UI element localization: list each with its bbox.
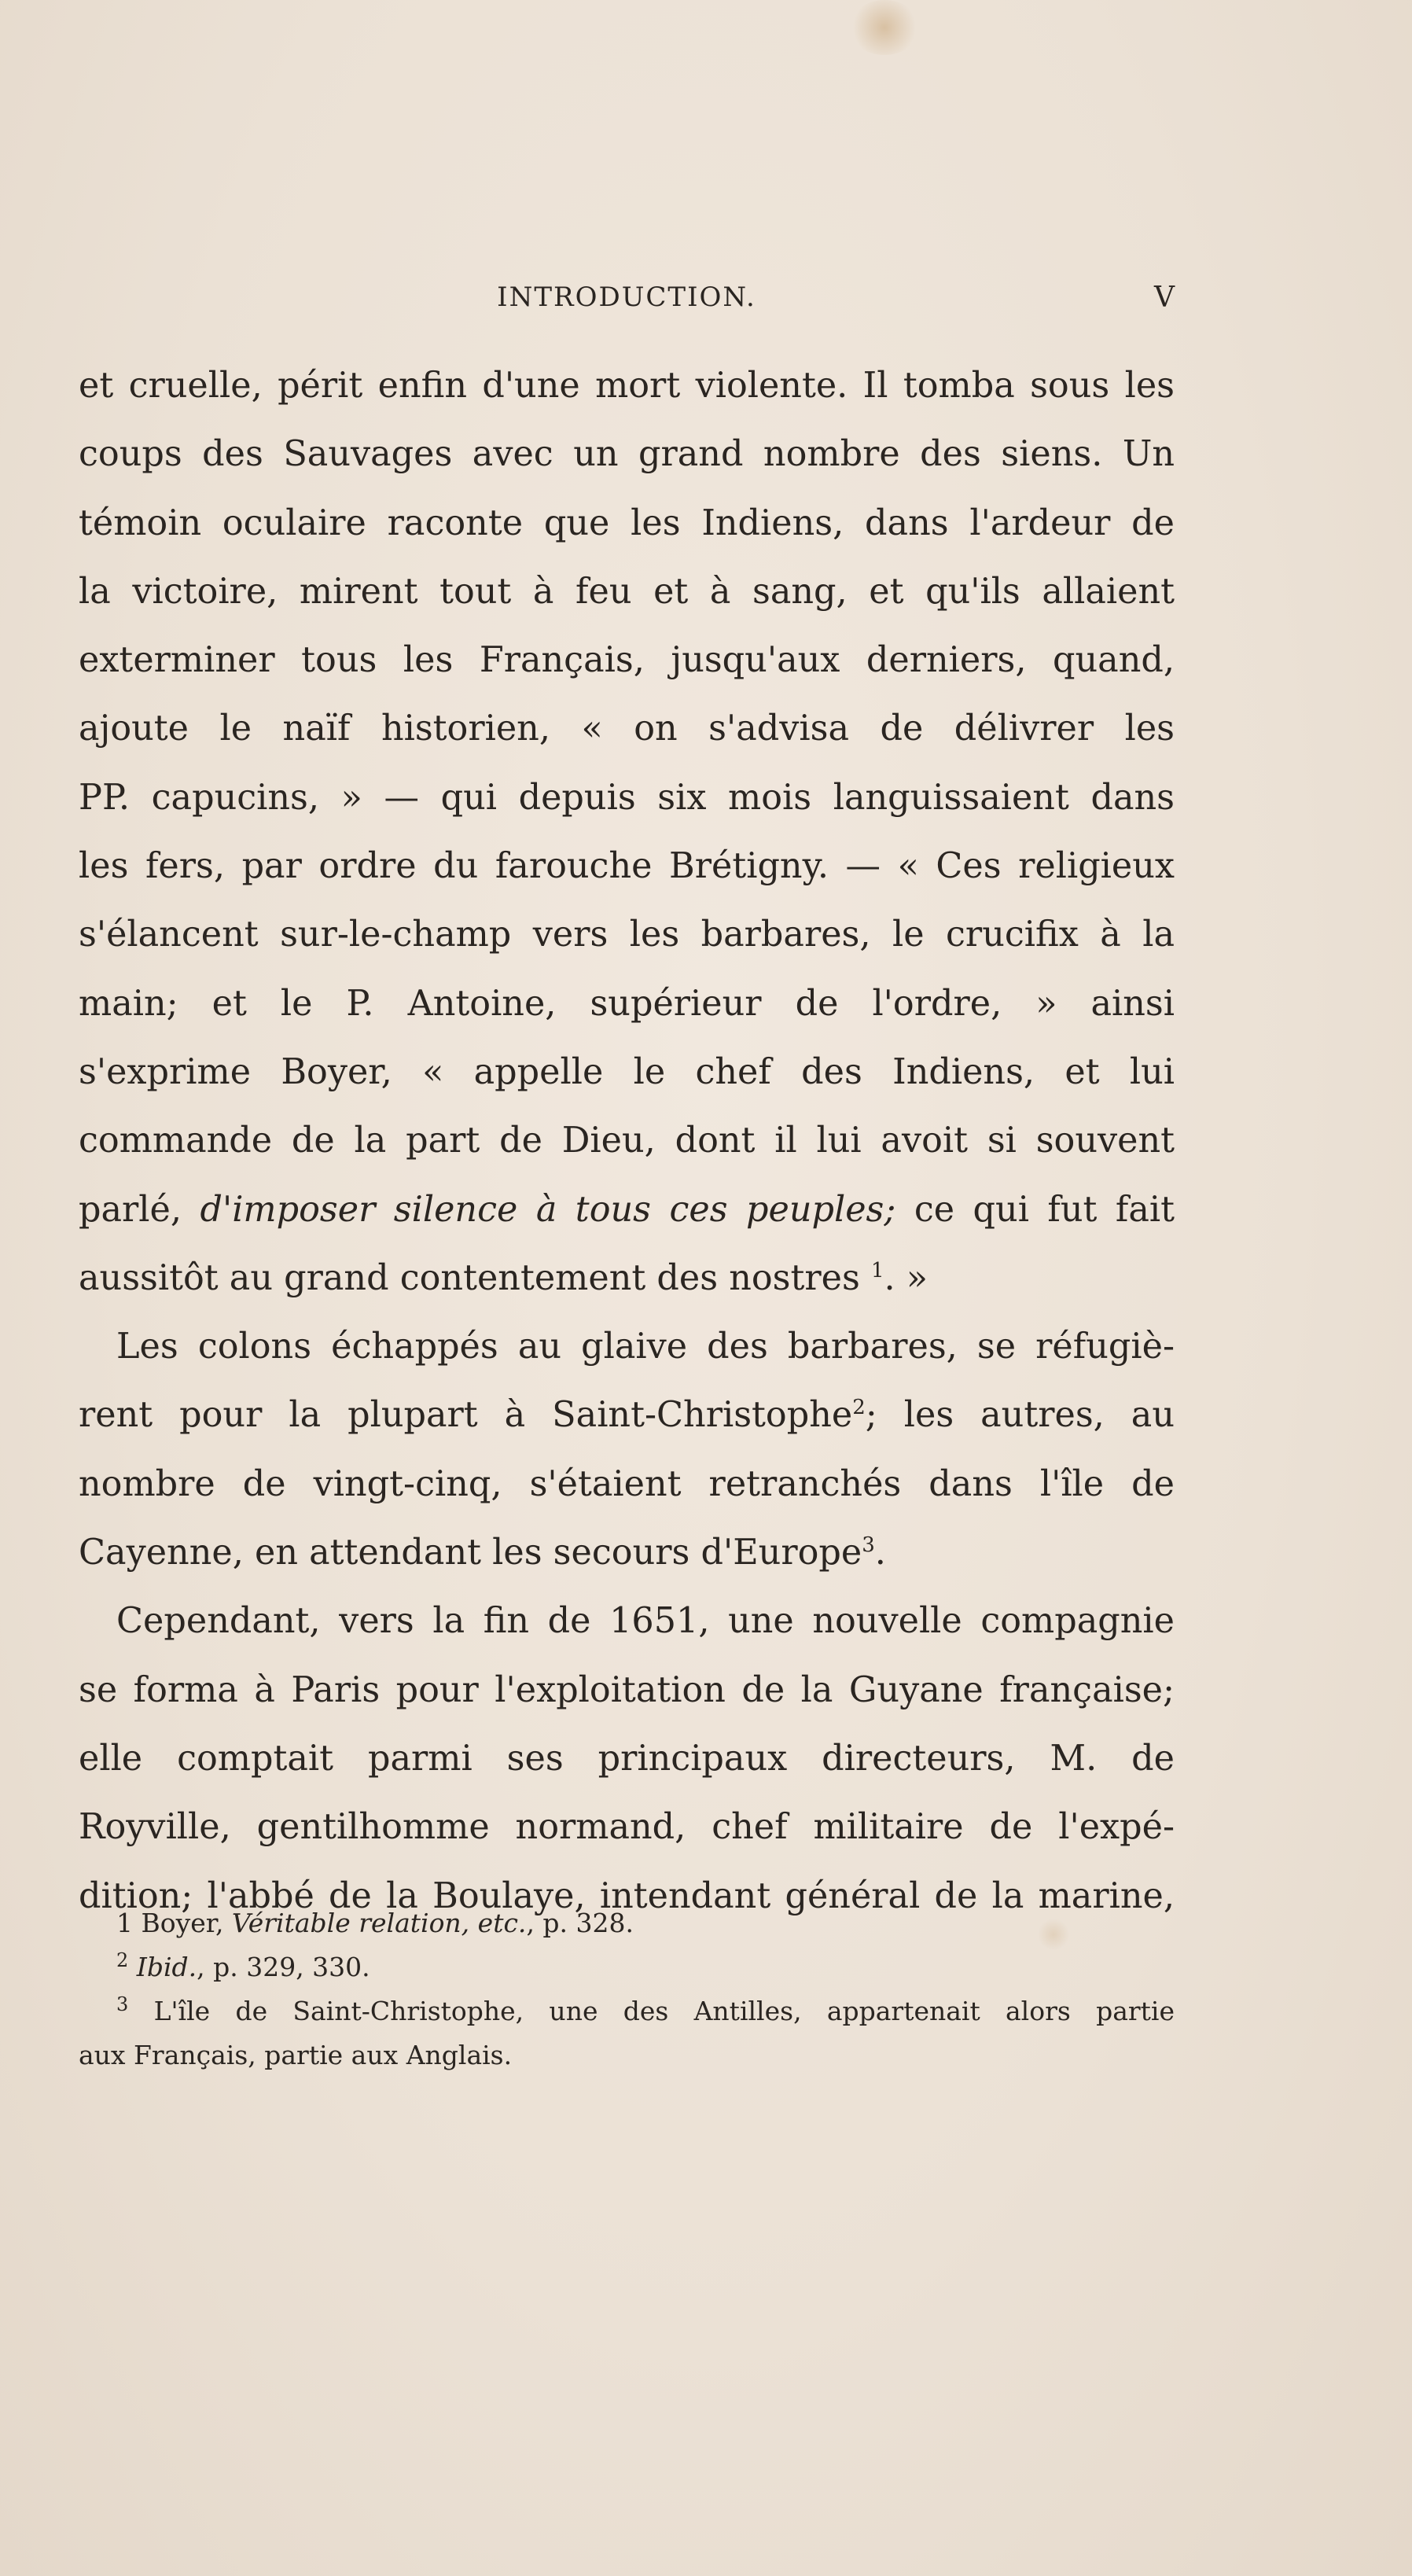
text-line: PP. capucins, » — qui depuis six mois languissaient dans: [79, 777, 1175, 818]
text-line: main; et le P. Antoine, supérieur de l'ordre, » ainsi: [79, 983, 1175, 1024]
text-line: elle comptait parmi ses principaux directeurs, M. de: [79, 1738, 1175, 1779]
text-line: la victoire, mirent tout à feu et à sang, et qu'ils allaient: [79, 571, 1175, 612]
footnote-rest: , p. 329, 330.: [197, 1952, 370, 1982]
body-text: [79, 351, 1175, 1930]
text-line: les fers, par ordre du farouche Brétigny. — « Ces religieux: [79, 846, 1175, 887]
footnote-2: [79, 1945, 1175, 1989]
text-line: commande de la part de Dieu, dont il lui avoit si souvent: [79, 1121, 1175, 1161]
footnote-ibid: Ibid.: [136, 1952, 197, 1982]
text-segment: parlé,: [79, 1189, 200, 1230]
text-line: nombre de vingt-cinq, s'étaient retranchés dans l'île de: [79, 1463, 1175, 1504]
footnote-mark: 2: [116, 1949, 129, 1971]
italic-quote: d'imposer silence à tous ces peuples;: [200, 1189, 896, 1230]
footnote-ref-2[interactable]: 2: [852, 1396, 866, 1420]
paper-stain: [849, 0, 920, 55]
footnotes: [79, 1901, 1175, 2077]
footnote-text: L'île de Saint-Christophe, une des Antilles, appartenait alors partie: [153, 1996, 1175, 2026]
text-segment: rent pour la plupart à Saint-Christophe: [79, 1395, 853, 1436]
footnote-rest: , p. 328.: [526, 1908, 634, 1938]
text-line: Les colons échappés au glaive des barbares, se réfugiè-: [116, 1327, 1175, 1367]
footnote-ref-3[interactable]: 3: [862, 1533, 875, 1558]
text-line: [79, 1518, 1175, 1587]
text-line: exterminer tous les Français, jusqu'aux derniers, quand,: [79, 640, 1175, 681]
footnote-mark: 3: [116, 1993, 129, 2015]
footnote-1: [79, 1901, 1175, 1945]
running-title: INTRODUCTION.: [497, 282, 756, 313]
text-segment: ce qui fut fait: [895, 1189, 1175, 1230]
text-segment: ; les autres, au: [865, 1395, 1175, 1436]
text-line: se forma à Paris pour l'exploitation de la Guyane française;: [79, 1669, 1175, 1710]
text-line: s'exprime Boyer, « appelle le chef des Indiens, et lui: [79, 1051, 1175, 1092]
footnote-3-continuation: aux Français, partie aux Anglais.: [79, 2040, 513, 2070]
text-line: dition; l'abbé de la Boulaye, intendant général de la marine,: [79, 1875, 1175, 1916]
text-segment: .: [874, 1533, 886, 1573]
page-header: [79, 277, 1175, 316]
footnote-mark: 1: [116, 1908, 133, 1938]
footnote-author: Boyer,: [141, 1908, 232, 1938]
text-segment: aussitôt au grand contentement des nostres: [79, 1257, 871, 1298]
text-segment: . »: [884, 1257, 928, 1298]
text-line: [79, 1381, 1175, 1449]
text-line: témoin oculaire raconte que les Indiens, dans l'ardeur de: [79, 502, 1175, 543]
text-line: Cependant, vers la fin de 1651, une nouvelle compagnie: [116, 1601, 1175, 1642]
footnote-title: Véritable relation, etc.: [231, 1908, 527, 1938]
footnote-ref-1[interactable]: 1: [870, 1259, 884, 1283]
text-line: Royville, gentilhomme normand, chef militaire de l'expé-: [79, 1807, 1175, 1848]
text-line: et cruelle, périt enfin d'une mort violente. Il tomba sous les: [79, 366, 1175, 406]
text-line: ajoute le naïf historien, « on s'advisa de délivrer les: [79, 708, 1175, 749]
text-line: [79, 1176, 1175, 1244]
text-segment: Cayenne, en attendant les secours d'Europe: [79, 1533, 862, 1573]
page-number: V: [1154, 282, 1175, 314]
text-line: s'élancent sur-le-champ vers les barbares, le crucifix à la: [79, 914, 1175, 955]
footnote-3: [79, 1989, 1175, 2033]
text-line: coups des Sauvages avec un grand nombre des siens. Un: [79, 434, 1175, 475]
text-line: [79, 1244, 1175, 1312]
